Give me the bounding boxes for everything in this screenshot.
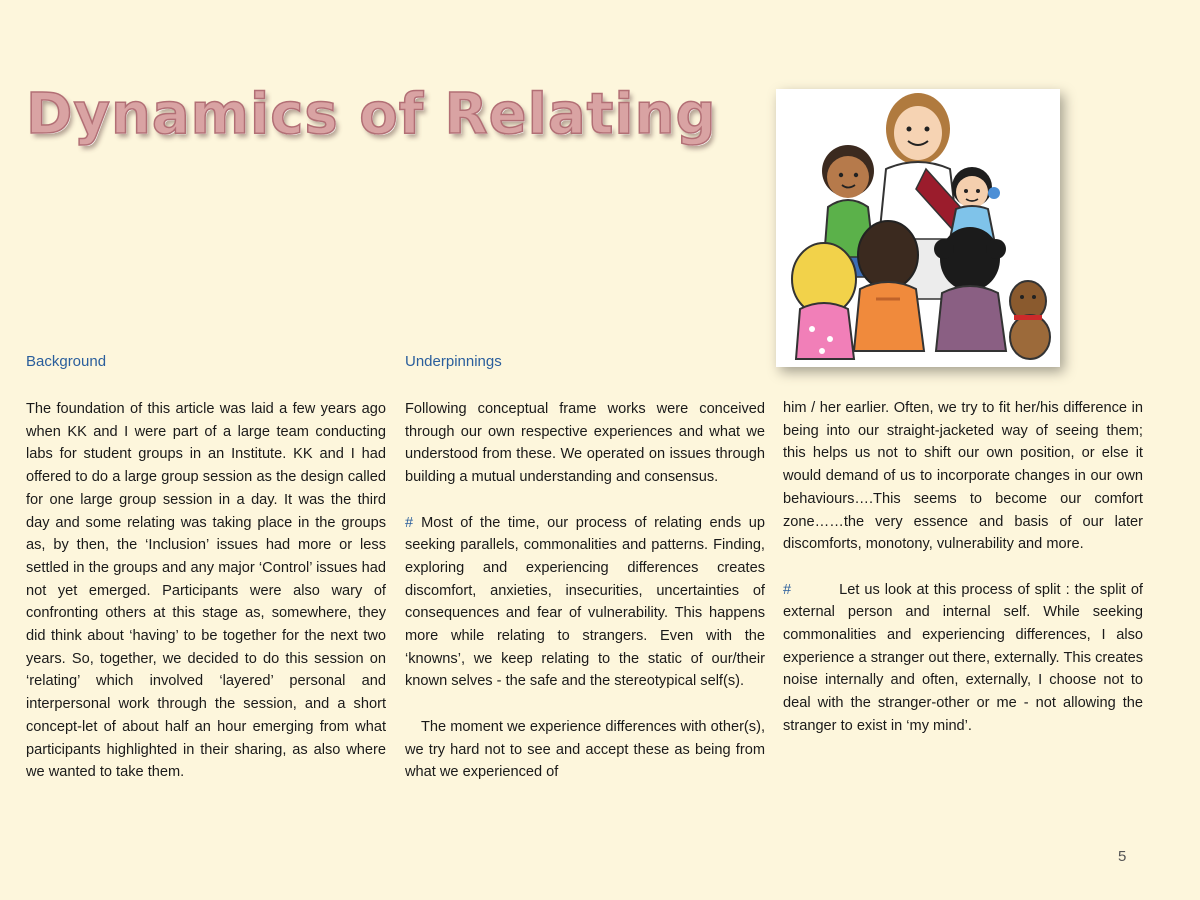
underpinnings-heading: Underpinnings [405,353,502,370]
column-continuation [783,397,1143,738]
underpinnings-paragraph-2 [405,512,765,694]
illustration-frame [776,89,1060,367]
continuation-paragraph-2-text: Let us look at this process of split : the split of external person and internal self. While seeking commonalities and experiencing differences, I also experience a stranger out there, externally. This creates noise internally and often, externally, I choose not to deal with the stranger-other or me - not allowing the stranger to exist in ‘my mind’. [783,581,1143,734]
children-with-teacher-illustration [776,89,1060,367]
blonde-girl-pink-dress [792,243,856,359]
background-paragraph: The foundation of this article was laid a few years ago when KK and I were part of a large team conducting labs for student groups in an Institute. KK and I had offered to do a large group session as the design called for one large group session in a day. It was the third day and some relating was taking place in the groups as, by then, the ‘Inclusion’ issues had more or less settled in the groups and any major ‘Control’ issues had not yet emerged. Participants were also wary of confronting others at this stage as, somewhere, they did think about ‘having’ to be together for the next two years. So, together, we decided to do this session on ‘relating’ which involved ‘layered’ personal and interpersonal work through the session, and a short concept-let of about half an hour emerging from what participants highlighted in their sharing, as also where we wanted to take them. [26,401,386,781]
continuation-paragraph-1: him / her earlier. Often, we try to fit her/his difference in being into our straight-jacketed way of seeing them; this helps us not to shift our own position, or else it would demand of us to incorporate changes in our own behaviours….This seems to become our comfort zone……the very essence and basis of our later discomforts, monotony, vulnerability and more. [783,400,1143,553]
underpinnings-paragraph-3-text: The moment we experience differences with other(s), we try hard not to see and accept these as being from what we experienced of [405,718,765,781]
underpinnings-paragraph-2-text: Most of the time, our process of relating ends up seeking parallels, commonalities and patterns. Finding, exploring and experiencing differences creates discomfort, anxieties, insecurities, uncertainties of consequences and fear of vulnerability. This happens more while relating to strangers. Even with the ‘knowns’, we keep relating to the static of our/their known selves - the safe and the stereotypical self(s). [405,514,765,690]
page-number: 5 [1118,848,1127,865]
hash-marker: # [783,581,792,598]
column-underpinnings [405,352,765,784]
dog-figure [1010,281,1050,359]
background-heading: Background [26,353,107,370]
underpinnings-paragraph-3 [405,716,765,784]
underpinnings-paragraph-1: Following conceptual frame works were conceived through our own respective experiences and what we understood from these. We operated on issues through building a mutual understanding and consensus. [405,401,765,486]
column-background [26,352,386,784]
continuation-paragraph-2 [783,579,1143,738]
slide-title: Dynamics of Relating [26,82,717,147]
hash-marker: # [405,514,414,531]
